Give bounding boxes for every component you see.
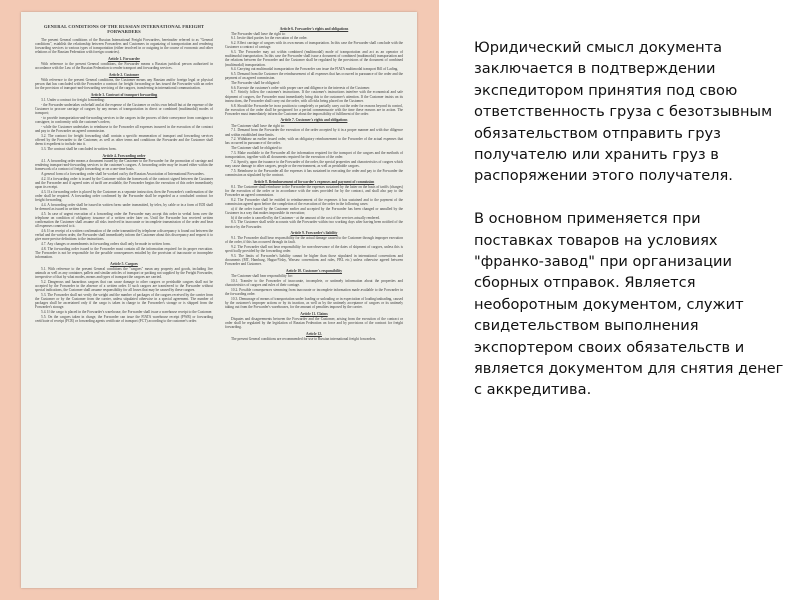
article-paragraph: 8.2. The Forwarder shall be entitled to reimbursement of the expenses it has sustained and to the payment of the commission agreed upon before the completion of the execution of the order in the following cases: <box>225 197 403 206</box>
article-heading: Article 11. Claims <box>300 311 328 316</box>
article-paragraph: Disputes and disagreements between the Forwarder and the Customer, arising from the execution of the contract or order shall be regulated by the legislation of Russian Federation on force and by provisions of the contract for freight forwarding. <box>225 316 403 330</box>
article-paragraph: 9.1. The Forwarder shall bear responsibility for the actual damage caused to the Customer through improper execution of the order, if this has occurred through its fault. <box>225 236 403 245</box>
article-paragraph: 3.2. The contract for freight forwarding shall contain a specific enumeration of transport and forwarding services offered by the Forwarder to the Customer, as well as other terms and conditions the Forwarder and the Customer shall deem it expedient to include into it. <box>35 133 213 147</box>
article-paragraph: 8.1. The Customer shall reimburse to the Forwarder the expenses sustained by the latter on the basis of tariffs (charges) for the execution of the order or in accordance with the rates provided for by the contract, and shall also pay to the Forwarder an agreed commission. <box>225 184 403 198</box>
document-right-column <box>225 24 403 580</box>
article-heading: Article 3. Contract of transport forwarding <box>90 93 158 98</box>
article-paragraph: 6.2. Effect carriage of cargoes with its own means of transportation. In this case the Forwarder shall conclude with the Customer a contract of carriage. <box>225 41 403 50</box>
document-title: GENERAL CONDITIONS OF THE RUSSIAN INTERNATIONAL FREIGHT FORWARDERS <box>43 24 205 35</box>
article-paragraph: 6.8. Should the Forwarder be in no position to completely or partially carry out the order for reasons beyond its control, the execution of the order shall be postponed for a period commensurate with the time these reasons are in action. The Forwarder must immediately inform the Customer about the impossibility of fulfilment of the order. <box>225 103 403 116</box>
article-paragraph: 4.1. A forwarding order means a document issued by the Customer to the Forwarder for the promotion of carriage and rendering transport-and-forwarding services to the customer's cargoes. A forwarding order may be issued either within the framework of a contract of freight forwarding or on a one-time basis. <box>35 158 213 171</box>
article-paragraph: 10.2. Possible consequences stemming from inaccurate or incomplete information made available to the Forwarder in the forwarding order. <box>225 287 403 297</box>
article-paragraph: 6.3. The Forwarder may act within combined (multimodal) mode of transportation and act as an operator of multimodal transportation. In this case the Forwarder shall issue a document of combined (multimodal) transportation and the relations between the Forwarder and the Customer shall be regulated by the provisions of the document of combined (multimodal) transportation. <box>225 50 403 67</box>
article-paragraph: The Forwarder shall have the right to: <box>231 31 286 36</box>
article-paragraph: 5.2. Dangerous and hazardous cargoes that can cause damage to other cargoes or perishable cargoes shall not be accepted by the Forwarder in the absence of a written order. If such cargoes are transferred to the Forwarder without special indications, the Customer shall assume responsibility for all losses that may be caused by these cargoes. <box>35 279 213 293</box>
article-paragraph: 5.1. With reference to the present General conditions the "cargoes" mean any property and goods, including live animals as well as any container, pallets and similar articles of transport or packing not supplied by the Freight Forwarder, irrespective of that by what modes, means and types of transport the cargoes are carried. <box>35 266 213 279</box>
article-paragraph: 9.2. The Forwarder shall not bear responsibility for non-observance of the dates of shipment of cargoes, unless this is specifically provided by the forwarding order. <box>225 245 403 254</box>
article-paragraph: The Customer shall bear responsibility for: <box>231 274 293 279</box>
article-paragraph: 4.8. The forwarding order issued to the Forwarder must contain all the information required for its proper execution. The Forwarder is not be responsible for the possible consequences entailed by the provision of inaccurate or incomplete information. <box>35 246 213 259</box>
article-heading: Article 9. Forwarder's liability <box>290 231 338 236</box>
article-paragraph: 5.5. On the cargoes taken in charge, the Forwarder can issue the FIATA warehouse receipt (FWR) or forwarding certificate of receipt (FCR) or forwarding agents certificate of transport (FCT) according to the customer's order. <box>35 314 213 323</box>
article-paragraph: 4.2. If a forwarding order is issued by the Customer within the framework of the contract signed between the Customer and the Forwarder and if agreed rates of tariff are available, the Forwarder begins the execution of this order immediately upon its receipt. <box>35 176 213 189</box>
article-paragraph: 6.7. Strictly follow the customer's instructions. If the customer's instructions interfere with the economical and safe shipment of cargoes, the Forwarder must immediately bring this to the customer's attention. If the Customer insists on its instructions, the Forwarder shall carry out the order, with all risks being placed on the Customer. <box>225 90 403 103</box>
article-paragraph: 6.1. Invite third parties for the execution of the order. <box>231 36 308 41</box>
description-paragraph-2: В основном применяется при поставках товаров на условиях "франко-завод" при организации сборных отправок. Является необоротным документом, служит свидетельством выполнения экспортером своих обязательств и является документом для снятия денег с аккредитива. <box>474 210 784 399</box>
article-heading: Article 2. Customer <box>108 72 140 77</box>
article-paragraph: b) if the order is cancelled by the Customer - at the amount of the cost of the services actually rendered. <box>231 215 380 220</box>
paragraph-gap <box>474 187 784 208</box>
article-paragraph: 6.4. Carrying out multimodal transportation the Forwarder can issue the FIATA multimodal transport Bill of Lading. <box>231 67 399 72</box>
article-paragraph: 4.4. A forwarding order shall be issued in written form: under transmitted, by telex, by cable or in a form of EDI shall be deemed as issued in written form. <box>35 202 213 211</box>
article-heading: Article 7. Customer's rights and obligations <box>280 118 348 123</box>
article-paragraph: - to provide transportation-and-forwarding services to the cargoes in the process of their conveyance from consignor to consignee, in conformity with the customer's orders; <box>35 116 213 125</box>
article-paragraph: 4.5. In case of urgent execution of a forwarding order the Forwarder may accept this order in verbal form over the telephone on condition of obligatory issuance of a written order later on. Until the Forwarder has received written confirmation the Customer shall assume all risks involved in inaccurate or incomplete transmission of the order and bear all expenses connected to it. <box>35 211 213 228</box>
article-paragraph: With reference to the present General conditions, the Customer means any Russian and/or foreign legal or physical person that has concluded with the Forwarder a contract for freight forwarding or has issued the Forwarder with an order for the provision of transport-and-forwarding servicing of the cargoes, transferring in international communication. <box>35 78 213 91</box>
article-paragraph: 3.1. Under a contract for freight forwarding: <box>41 98 105 103</box>
article-paragraph: The Forwarder shall be obligated: <box>231 80 280 85</box>
article-paragraph: A general form of a forwarding order shall be worked out by the Russian Association of International Forwarders. <box>41 171 205 176</box>
article-paragraph: 7.1. Demand from the Forwarder the execution of the order accepted by it in a proper manner and with due diligence and within established time limits. <box>225 128 403 137</box>
article-paragraph: The Customer shall be obligated to: <box>231 146 283 151</box>
article-heading: Article 6. Forwarder's rights and obligations <box>279 26 349 31</box>
article-paragraph: 10.1. Transfer to the Forwarder of inaccurate, incomplete, or untimely information about the properties and characteristics of cargoes and rules of their carriage. <box>225 279 403 288</box>
description-paragraph-1: Юридический смысл документа заключается в подтверждении экспедитором принятия под свою ответственность груза с безотзывным обязательством отправить груз получателю или хранить груз в распоряжении этого получателя. <box>474 39 773 185</box>
article-heading: Article 4. Forwarding order <box>102 153 146 158</box>
description-text <box>474 37 784 401</box>
article-paragraph: 4.7. Any changes or amendments in forwarding orders shall only be made in written form. <box>41 241 171 246</box>
article-paragraph: 7.2. Withdraw an earlier issued order, with an obligatory reimbursement to the Forwarder of the actual expenses that has occurred in pursuance of the order. <box>225 137 403 146</box>
article-paragraph: 6.5. Demand from the Customer the reimbursement of all expenses that has occurred in pursuance of the order and the payment of an agreed commission. <box>225 72 403 81</box>
article-paragraph: 5.4. If the cargo is placed in the Forwarder's warehouse, the Forwarder shall issue a warehouse receipt to the Customer. <box>41 310 213 315</box>
article-paragraph: 9.3. The limits of Forwarder's liability cannot be higher than those stipulated in international conventions and documents (MT, Hamburg, Hague/Visby, Warsaw conventions and rules, FBL etc.) unless otherwise agreed between Forwarder and Customer. <box>225 254 403 267</box>
article-paragraph: 3.3. The contract shall be concluded in written form. <box>41 146 117 151</box>
article-paragraph: - the Forwarder undertakes on behalf and at the expense of the Customer or on his own behalf but at the expense of the Customer to procure carriage of cargoes by any means of transportation in direct or combined (multimodal) modes of transport; <box>35 102 213 116</box>
article-paragraph: a) if the order issued by the Customer earlier and accepted by the Forwarder has been changed or annulled by the Customer in a way that makes impossible its execution; <box>225 206 403 215</box>
article-heading: Article 10. Customer's responsibility <box>285 269 343 274</box>
article-paragraph: 8.3. The Customer shall settle accounts with the Forwarder within two working days after having been notified of the invoice by the Forwarder. <box>225 220 403 229</box>
article-heading: Article 12. <box>306 331 322 336</box>
article-paragraph: 7.3. Make available to the Forwarder all the information required for the transport of the cargoes and the methods of transportation, together with all documents required for the execution of the order. <box>225 150 403 160</box>
article-paragraph: 7.4. Specify, upon the issuance to the Forwarder of the order, the special properties and characteristics of cargoes which may cause damage to other cargoes, people or the environment, as well as perishable cargoes. <box>225 159 403 168</box>
article-paragraph: With reference to the present General conditions, the Forwarder means a Russian juridical person authorized in accordance with the Law of the Russian Federation to render transport and forwarding services. <box>35 62 213 71</box>
article-paragraph: - while the Customer undertakes to reimburse to the Forwarder all expenses incurred in the execution of the contract and pay to the Forwarder an agreed commission. <box>35 124 213 134</box>
article-paragraph: 5.3. The Forwarder shall not verify the weight and the number of packages of the cargoes received by the carrier from the Customer or by the Customer from the carrier, unless stipulated otherwise in a special agreement. The number of packages shall be ascertained only if the cargo is taken in charge to the Forwarder's storage or is shipped from the Forwarder's storage. <box>35 292 213 310</box>
article-paragraph: The present General conditions of the Russian International Freight Forwarders, hereinafter referred to as "General conditions", establish the relationship between Forwarders and Customers in organizing of transportation and rendering forwarding services to various types of transportation (either involved in or outgoing in the course of economic and other relations of the Russian Federation with foreign countries). <box>35 37 213 55</box>
article-paragraph: 4.6. If on receipt of a written confirmation of the order transmitted by telephone a discrepancy is found out between the verbal and the written order, the Forwarder shall immediately inform the Customer about this discrepancy and request it to give more precise definitions to the instructions. <box>35 228 213 242</box>
document-left-column <box>35 24 213 580</box>
article-heading: Article 8. Reimbursement of forwarder's expenses and payment of commission <box>253 179 375 184</box>
scanned-document-page <box>21 12 417 588</box>
article-heading: Article 5. Cargoes <box>110 261 138 266</box>
article-paragraph: 10.3. Demurrage of means of transportation under loading or unloading or in expectation of loading/unloading, caused by the customer's improper actions or by its inaction, as well as by the untimely acceptance of cargoes or its untimely taking out from the Forwarder's warehouses, for the amount of penalties imposed by the carrier. <box>225 296 403 310</box>
article-paragraph: The Customer shall have the right to: <box>231 123 285 128</box>
article-paragraph: 4.3. If a forwarding order is placed by the Customer as a separate instruction, then the Forwarder's confirmation of the order shall be required. A forwarding order confirmed by the Forwarder shall be regarded as a concluded contract for freight forwarding. <box>35 189 213 202</box>
article-paragraph: The present General conditions are recommended for use to Russian international freight forwarders. <box>231 337 377 342</box>
article-paragraph: 7.5. Reimburse to the Forwarder all the expenses it has sustained in executing the order and pay to the Forwarder the commission as stipulated by the contract. <box>225 168 403 177</box>
article-paragraph: 6.6. Execute the customer's order with proper care and diligence in the interests of the Customer. <box>231 85 370 90</box>
article-heading: Article 1. Forwarder <box>108 56 140 61</box>
